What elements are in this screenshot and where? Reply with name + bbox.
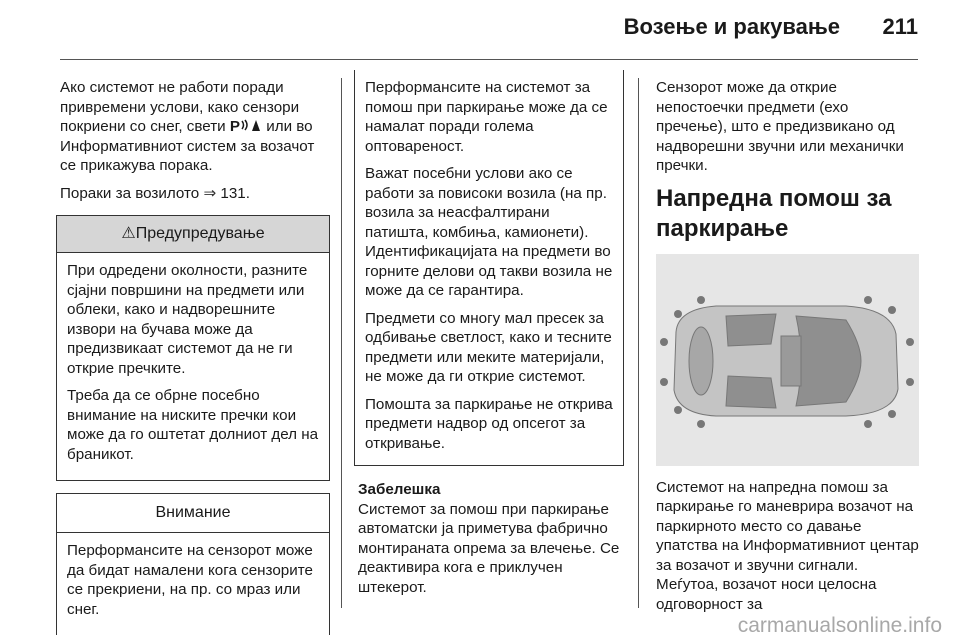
- column-divider-2: [638, 78, 639, 608]
- page-reference-link[interactable]: 131.: [216, 184, 250, 202]
- watermark: carmanualsonline.info: [737, 614, 942, 637]
- warning-title: Предупредување: [135, 225, 265, 242]
- car-sensor-illustration: [656, 254, 919, 466]
- caution-continued-paragraph-4: Помошта за паркирање не открива предмети надвор од опсегот за откривање.: [365, 395, 613, 452]
- paragraph-vehicle-messages: Пораки за возилото ⇒ 131.: [60, 184, 250, 202]
- caution-continued-paragraph-2: Важат посебни услови ако се работи за повисоки возила (на пр. возила за неасфалтирани патишта, комбиња, камионети). Идентификацијата на предмети во горните делови од такви возила не може да се гарантира.: [365, 165, 613, 299]
- caution-box: [56, 493, 330, 635]
- car-top-view-icon: [656, 254, 919, 466]
- paragraph-advanced-park-assist: Системот на напредна помош за паркирање го маневрира возачот на паркирното место со давање упатства на Информативниот центар за возачот и звучни сигнали. Меѓутоа, возачот носи целосна одговорност за: [656, 478, 919, 613]
- column-2: [358, 78, 620, 605]
- caution-continued-paragraph-3: Предмети со многу мал пресек за одбивање светлост, како и тесните предмети или меките материјали, не може да ги открие системот.: [365, 309, 612, 385]
- note-paragraph: Системот за помош при паркирање автоматски ја приметува фабрично монтираната опрема за влечење. Се деактивира кога е приклучен штекерот.: [358, 500, 620, 596]
- caution-header: [57, 494, 329, 533]
- column-1: [60, 78, 326, 635]
- column-3: [656, 78, 919, 622]
- header-rule: [60, 59, 918, 60]
- page-number: 211: [882, 14, 918, 39]
- paragraph-echo-interference: Сензорот може да открие непостоечки предмети (ехо пречење), што е предизвикано од надворешни звучни или механички пречки.: [656, 79, 904, 174]
- page-reference-icon: ⇒: [203, 184, 217, 202]
- section-heading: Напредна помош за паркирање: [656, 184, 892, 242]
- header-title: Возење и ракување: [623, 14, 840, 39]
- park-assist-icon: P: [230, 118, 262, 135]
- note-title: Забелешка: [358, 481, 441, 498]
- paragraph-sensor-status: Ако системот не работи поради привремени услови, како сензори покриени со снег, свети P или во Информативниот систем за возачот се прикажува порака.: [60, 79, 315, 174]
- warning-header: [57, 216, 329, 253]
- column-divider-1: [341, 78, 342, 608]
- caution-paragraph: Перформансите на сензорот може да бидат намалени кога сензорите се прекриени, на пр. со мраз или снег.: [67, 542, 313, 618]
- warning-paragraph-2: Треба да се обрне посебно внимание на ниските пречки кои може да го оштетат долниот дел на браникот.: [67, 387, 319, 463]
- warning-paragraph-1: При одредени околности, разните сјајни површини на предмети или облеки, како и надворешните извори на бучава може да предизвикаат системот да не ги открие пречките.: [67, 262, 308, 377]
- caution-title: Внимание: [155, 504, 231, 521]
- caution-continued-paragraph-1: Перформансите на системот за помош при паркирање може да се намалат поради голема оптовареност.: [365, 79, 608, 155]
- warning-icon: ⚠: [121, 225, 136, 242]
- warning-box: [56, 215, 330, 481]
- caution-continued-box: [354, 70, 624, 466]
